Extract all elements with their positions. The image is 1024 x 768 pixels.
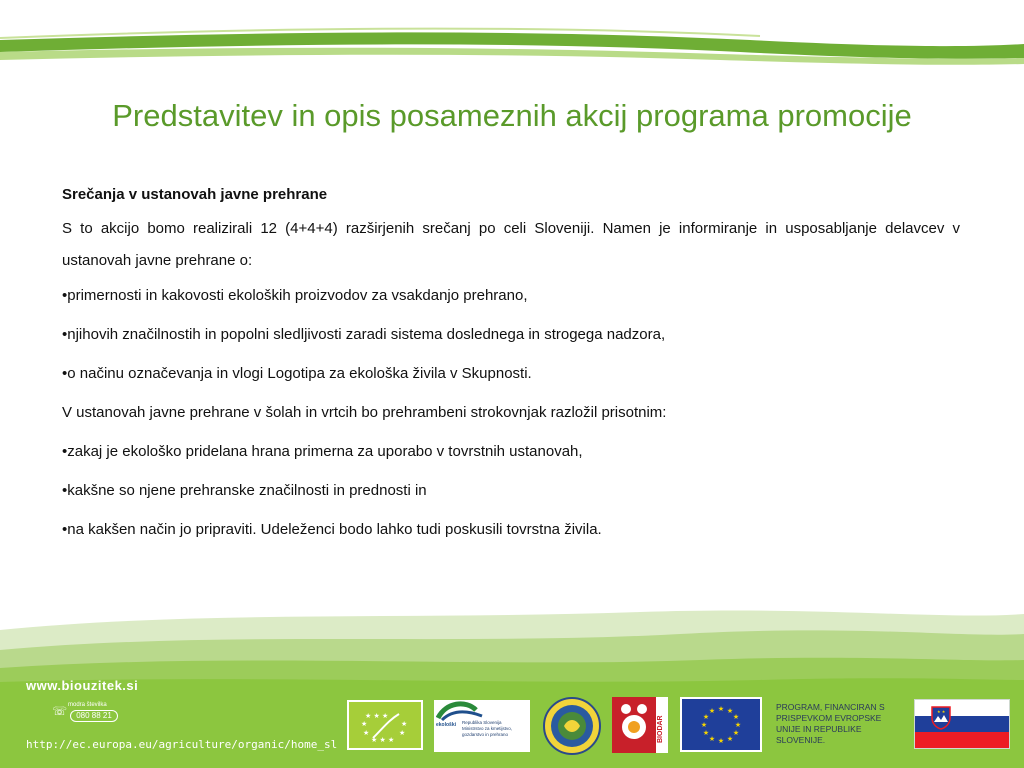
- svg-text:★: ★: [702, 713, 710, 721]
- svg-text:★: ★: [726, 707, 734, 715]
- ministry-text: Republika Slovenija Ministrstvo za kmetijstvo, gozdarstvo in prehrano: [462, 720, 513, 737]
- svg-text:★: ★: [734, 721, 742, 729]
- eu-funding-text: PROGRAM, FINANCIRAN S PRISPEVKOM EVROPSKE UNIJE IN REPUBLIKE SLOVENIJE.: [776, 702, 885, 745]
- ekoloski-label: ekološki: [436, 722, 457, 728]
- eu-flag-logo: [680, 697, 762, 752]
- biodar-logo: [612, 697, 668, 753]
- svg-text:★ ★: ★ ★: [937, 709, 946, 714]
- svg-text:★: ★: [702, 729, 710, 737]
- svg-text:★: ★: [708, 735, 716, 743]
- svg-text:★: ★: [732, 729, 740, 737]
- bullet-item: •o načinu označevanja in vlogi Logotipa za ekološka živila v Skupnosti.: [62, 365, 532, 382]
- eu-organic-logo: [347, 700, 423, 750]
- svg-text:★: ★: [401, 720, 408, 728]
- eu-agriculture-link[interactable]: http://ec.europa.eu/agriculture/organic/home_sl: [26, 738, 338, 751]
- svg-text:BIODAR: BIODAR: [657, 715, 664, 743]
- website-url[interactable]: www.biouzitek.si: [26, 678, 139, 693]
- svg-text:★: ★: [726, 735, 734, 743]
- bullet-item: •kakšne so njene prehranske značilnosti in prednosti in: [62, 482, 427, 499]
- bullet-item: •primernosti in kakovosti ekoloških proizvodov za vsakdanjo prehrano,: [62, 287, 528, 304]
- svg-text:★: ★: [717, 737, 725, 745]
- bullet-item: •njihovih značilnostih in popolni sledljivosti zaradi sistema doslednega in strogega nadzora,: [62, 326, 666, 343]
- slide-title: Predstavitev in opis posameznih akcij programa promocije: [112, 98, 912, 133]
- ekoloski-ministry-logo: [434, 700, 530, 752]
- slovenia-flag: [914, 699, 1010, 749]
- svg-text:★ ★ ★: ★ ★ ★: [365, 712, 389, 720]
- svg-text:★: ★: [708, 707, 716, 715]
- phone-tag: modra številka: [68, 702, 107, 708]
- svg-text:★ ★ ★: ★ ★ ★: [371, 736, 395, 744]
- middle-paragraph: V ustanovah javne prehrane v šolah in vrtcih bo prehrambeni strokovnjak razložil prisotnim:: [62, 404, 667, 421]
- svg-text:★: ★: [700, 721, 708, 729]
- slide-content: [62, 184, 960, 557]
- slovenia-coat-of-arms: [931, 706, 951, 730]
- svg-text:★: ★: [363, 729, 370, 737]
- svg-text:★: ★: [361, 720, 368, 728]
- section-heading: Srečanja v ustanovah javne prehrane: [62, 186, 328, 203]
- phone-icon: ☏: [52, 704, 68, 718]
- top-decorative-swoosh: [0, 0, 1024, 70]
- intro-paragraph: S to akcijo bomo realizirali 12 (4+4+4) razširjenih srečanj po celi Sloveniji. Namen je informiranje in usposabljanje delavcev v ustanovah javne prehrane o:: [62, 220, 960, 269]
- svg-text:★: ★: [717, 705, 725, 713]
- bullet-item: •na kakšen način jo pripraviti. Udeleženci bodo lahko tudi poskusili tovrstna živila.: [62, 521, 602, 538]
- svg-text:★: ★: [732, 713, 740, 721]
- certificate-seal-logo: [542, 696, 602, 756]
- bullet-item: •zakaj je ekološko pridelana hrana primerna za uporabo v tovrstnih ustanovah,: [62, 443, 583, 460]
- svg-text:★: ★: [399, 729, 406, 737]
- phone-number: 080 88 21: [70, 710, 118, 722]
